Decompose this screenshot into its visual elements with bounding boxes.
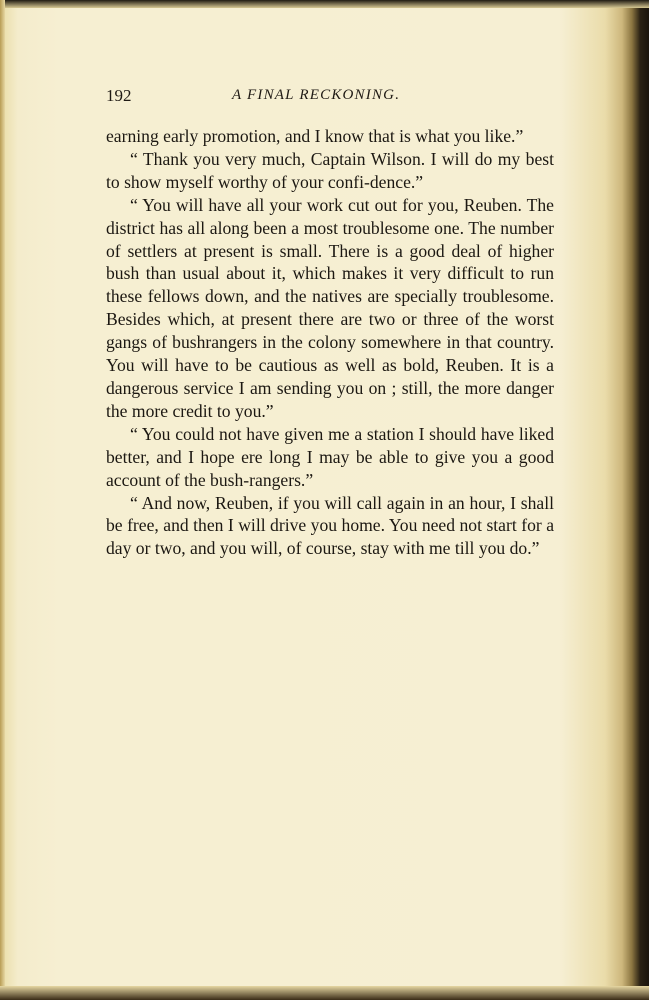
paragraph-5: “ And now, Reuben, if you will call again in an hour, I shall be free, and then I will drive you home. You need not start for a day or two, and you will, of course, stay with me till you do.” <box>106 492 554 559</box>
running-header <box>106 86 576 110</box>
paragraph-3: “ You will have all your work cut out for you, Reuben. The district has all along been a most troublesome one. The number of settlers at present is small. There is a good deal of higher bush than usual about it, which makes it very difficult to run these fellows down, and the natives are specially troublesome. Besides which, at present there are two or three of the worst gangs of bushrangers in the colony somewhere in that country. You will have to be cautious as well as bold, Reuben. It is a dangerous service I am sending you on ; still, the more danger the more credit to you.” <box>106 194 554 421</box>
running-title: A FINAL RECKONING. <box>232 87 401 103</box>
page-number: 192 <box>106 86 132 105</box>
page-left-edge <box>0 0 5 1000</box>
body-text <box>106 125 554 560</box>
paragraph-4: “ You could not have given me a station I should have liked better, and I hope ere long I may be able to give you a good account of the bush-rangers.” <box>106 423 554 490</box>
paragraph-1: earning early promotion, and I know that is what you like.” <box>106 126 524 146</box>
paragraph-2: “ Thank you very much, Captain Wilson. I will do my best to show myself worthy of your confi-dence.” <box>106 148 554 192</box>
